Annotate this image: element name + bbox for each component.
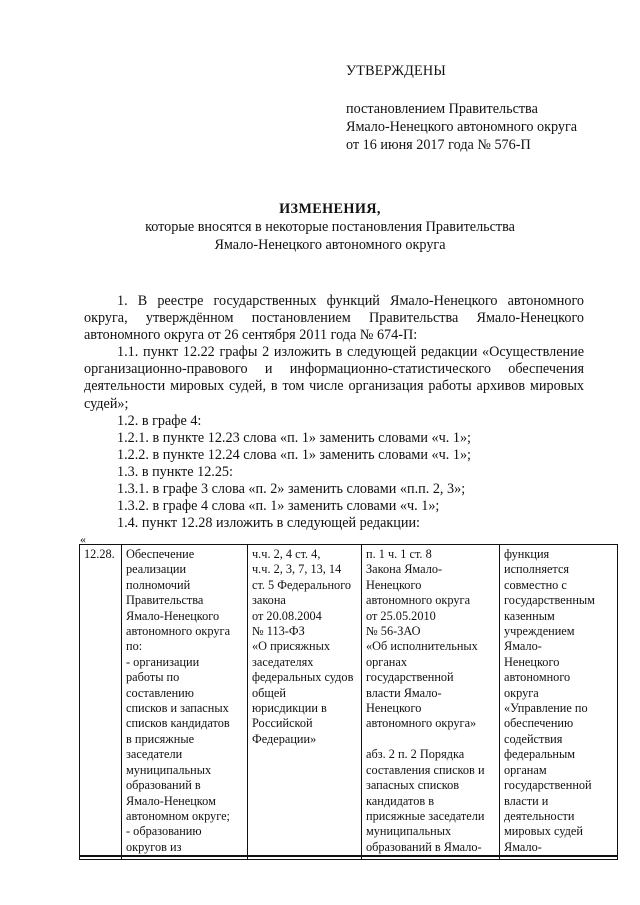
opening-quote: « — [80, 532, 86, 546]
cell-function-name: Обеспечение реализации полномочий Правительства Ямало-Ненецкого автономного округа по: - организации работы по составлению списков и запасных списков кандидатов в присяжные заседатели муниципальных образований в Ямало-Ненецком автономном округе; - образованию округов из — [122, 545, 248, 857]
paragraph-1-3-2: 1.3.2. в графе 4 слова «п. 1» заменить словами «ч. 1»; — [117, 498, 440, 515]
paragraph-1-2: 1.2. в графе 4: — [117, 412, 202, 429]
cell-regional-basis: п. 1 ч. 1 ст. 8 Закона Ямало- Ненецкого автономного округа от 25.05.2010 № 56-ЗАО «Об исполнительных органах государственной власти Ямало- Ненецкого автономного округа» абз. 2 п. 2 Порядка составления списков и запасных списков кандидатов в присяжные заседатели муниципальных образований в Ямало- — [362, 545, 500, 857]
paragraph-1-3: 1.3. в пункте 12.25: — [117, 463, 233, 480]
paragraph-1: 1. В реестре государственных функций Ямало-Ненецкого автономного округа, утверждённом постановлением Правительства Ямало-Ненецкого автономного округа от 26 сентября 2011 года № 674-П: — [84, 293, 584, 344]
approval-line: постановлением Правительства — [346, 101, 538, 117]
paragraph-1-2-1: 1.2.1. в пункте 12.23 слова «п. 1» заменить словами «ч. 1»; — [117, 429, 471, 446]
document-title: ИЗМЕНЕНИЯ, — [279, 201, 381, 217]
table-row — [80, 545, 618, 857]
document-heading — [60, 200, 600, 254]
document-subtitle: Ямало-Ненецкого автономного округа — [214, 237, 446, 253]
approval-block — [346, 62, 577, 154]
table-row-divider — [80, 856, 618, 859]
approval-title: УТВЕРЖДЕНЫ — [346, 63, 446, 79]
paragraph-1-1: 1.1. пункт 12.22 графы 2 изложить в следующей редакции «Осуществление организационно-правового и информационно-статистического обеспечения деятельности мировых судей, в том числе организация работы архивов мировых судей»; — [84, 344, 584, 412]
paragraph-1-3-1: 1.3.1. в графе 3 слова «п. 2» заменить словами «п.п. 2, 3»; — [117, 481, 466, 498]
document-body — [84, 293, 584, 532]
registry-table — [79, 544, 618, 860]
cell-federal-basis: ч.ч. 2, 4 ст. 4, ч.ч. 2, 3, 7, 13, 14 ст. 5 Федерального закона от 20.08.2004 № 113-ФЗ «О присяжных заседателях федеральных судов общей юрисдикции в Российской Федерации» — [248, 545, 362, 857]
document-subtitle: которые вносятся в некоторые постановления Правительства — [145, 219, 515, 235]
paragraph-1-4: 1.4. пункт 12.28 изложить в следующей редакции: — [117, 515, 420, 532]
cell-item-number: 12.28. — [80, 545, 122, 857]
approval-line: Ямало-Ненецкого автономного округа — [346, 119, 578, 135]
cell-notes: функция исполняется совместно с государственным казенным учреждением Ямало- Ненецкого автономного округа «Управление по обеспечению содействия федеральным органам государственной власти и деятельности мировых судей Ямало- — [500, 545, 618, 857]
approval-date: от 16 июня 2017 года № 576-П — [346, 137, 531, 153]
paragraph-1-2-2: 1.2.2. в пункте 12.24 слова «п. 1» заменить словами «ч. 1»; — [117, 446, 471, 463]
